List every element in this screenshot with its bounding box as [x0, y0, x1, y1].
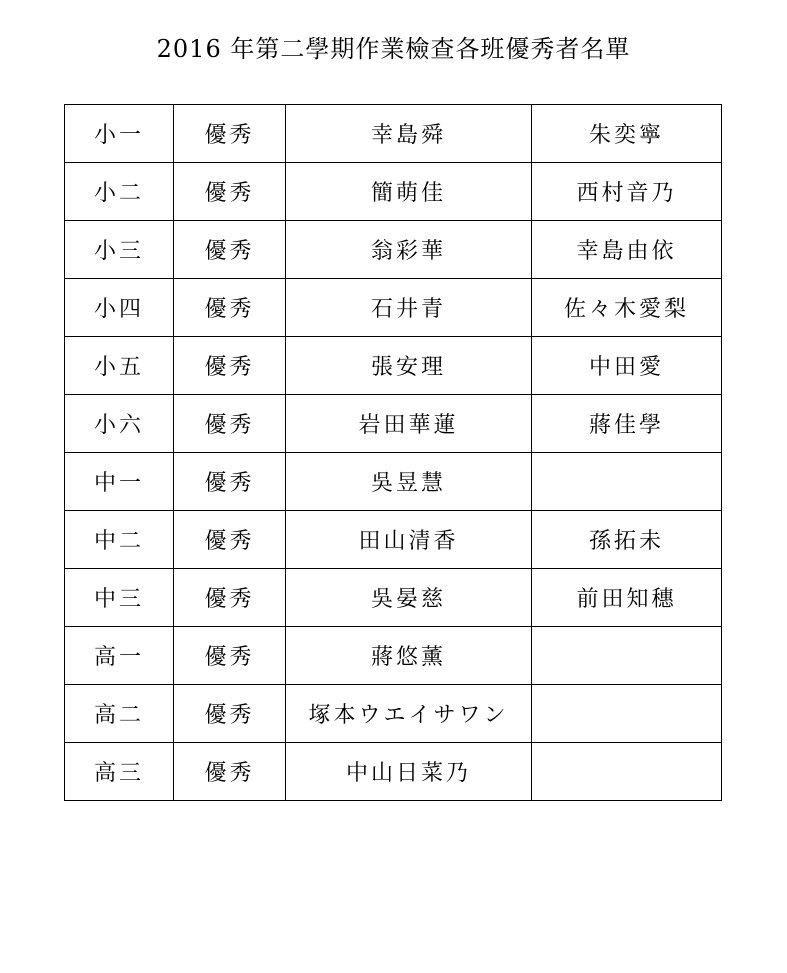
student-1-cell: 蔣悠薰: [286, 627, 532, 685]
class-cell: 小六: [65, 395, 174, 453]
student-1-cell: 田山清香: [286, 511, 532, 569]
award-cell: 優秀: [174, 395, 286, 453]
honor-roll-table: [64, 104, 722, 801]
table-row: [65, 221, 722, 279]
table-row: [65, 279, 722, 337]
table-row: [65, 743, 722, 801]
award-cell: 優秀: [174, 105, 286, 163]
student-1-cell: 塚本ウエイサワン: [286, 685, 532, 743]
student-2-cell: 孫拓未: [532, 511, 722, 569]
student-2-cell: 西村音乃: [532, 163, 722, 221]
class-cell: 小五: [65, 337, 174, 395]
student-1-cell: 張安理: [286, 337, 532, 395]
student-1-cell: 吳晏慈: [286, 569, 532, 627]
class-cell: 高二: [65, 685, 174, 743]
honor-roll-body: [65, 105, 722, 801]
student-2-cell: 佐々木愛梨: [532, 279, 722, 337]
class-cell: 小四: [65, 279, 174, 337]
student-1-cell: 中山日菜乃: [286, 743, 532, 801]
award-cell: 優秀: [174, 337, 286, 395]
table-row: [65, 395, 722, 453]
class-cell: 小三: [65, 221, 174, 279]
award-cell: 優秀: [174, 163, 286, 221]
student-1-cell: 幸島舜: [286, 105, 532, 163]
table-row: [65, 453, 722, 511]
award-cell: 優秀: [174, 743, 286, 801]
student-2-cell: 前田知穗: [532, 569, 722, 627]
student-2-cell: [532, 627, 722, 685]
award-cell: 優秀: [174, 453, 286, 511]
class-cell: 高一: [65, 627, 174, 685]
student-2-cell: 中田愛: [532, 337, 722, 395]
student-2-cell: 幸島由依: [532, 221, 722, 279]
table-row: [65, 511, 722, 569]
class-cell: 小一: [65, 105, 174, 163]
class-cell: 中二: [65, 511, 174, 569]
class-cell: 高三: [65, 743, 174, 801]
table-row: [65, 685, 722, 743]
table-row: [65, 569, 722, 627]
table-row: [65, 163, 722, 221]
award-cell: 優秀: [174, 279, 286, 337]
student-1-cell: 吳昱慧: [286, 453, 532, 511]
class-cell: 小二: [65, 163, 174, 221]
class-cell: 中三: [65, 569, 174, 627]
document-title: 2016 年第二學期作業檢查各班優秀者名單: [156, 35, 631, 63]
student-1-cell: 岩田華蓮: [286, 395, 532, 453]
student-2-cell: [532, 453, 722, 511]
award-cell: 優秀: [174, 221, 286, 279]
student-1-cell: 翁彩華: [286, 221, 532, 279]
student-2-cell: 蔣佳學: [532, 395, 722, 453]
award-cell: 優秀: [174, 627, 286, 685]
award-cell: 優秀: [174, 685, 286, 743]
table-row: [65, 337, 722, 395]
student-1-cell: 簡萌佳: [286, 163, 532, 221]
award-cell: 優秀: [174, 511, 286, 569]
student-2-cell: [532, 743, 722, 801]
student-1-cell: 石井青: [286, 279, 532, 337]
student-2-cell: [532, 685, 722, 743]
student-2-cell: 朱奕寧: [532, 105, 722, 163]
class-cell: 中一: [65, 453, 174, 511]
table-row: [65, 627, 722, 685]
table-row: [65, 105, 722, 163]
award-cell: 優秀: [174, 569, 286, 627]
